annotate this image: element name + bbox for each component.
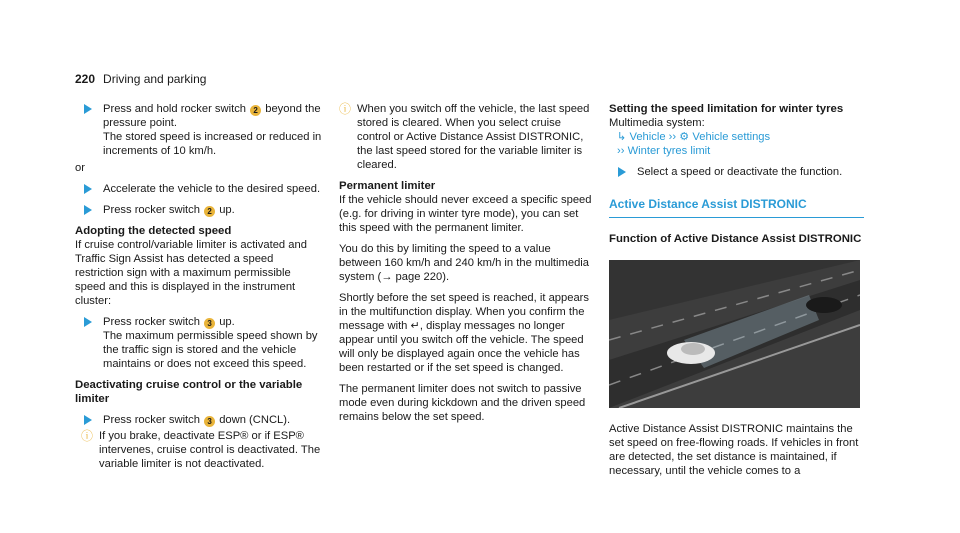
info-note: ⓘ When you switch off the vehicle, the last speed stored is cleared. When you select cruise control or Active Distance Assist DISTRONIC, the last speed stored for the variable limiter is cleared. (339, 102, 590, 171)
step-arrow-icon (84, 415, 92, 425)
column-1 (75, 102, 323, 471)
switch-number-badge: 3 (204, 416, 215, 427)
step-arrow-icon (618, 167, 626, 177)
menu-vehicle: Vehicle (629, 131, 666, 143)
section-title: Active Distance Assist DISTRONIC (609, 197, 864, 218)
heading-deactivating: Deactivating cruise control or the variable limiter (75, 379, 303, 405)
distronic-illustration (609, 260, 860, 408)
step-arrow-icon (84, 104, 92, 114)
column-3: Setting the speed limitation for winter tyres Multimedia system: ↳ Vehicle ›› ⚙ Vehicle settings ›› Winter tyres limit Select a speed or deactivate the function. Active Distance Assist DISTRONIC Function of Active Distance Assist DISTRONIC Active Distance Assist DISTRONIC maintains the set speed on free-flowing roads. If vehicles in front are detected, the set distance is maintained, if necessary, until the vehicle comes to a (609, 102, 864, 478)
chapter-title: Driving and parking (103, 72, 207, 86)
column-2: ⓘ When you switch off the vehicle, the last speed stored is cleared. When you select cruise control or Active Distance Assist DISTRONIC, the last speed stored for the variable limiter is cleared. Permanent limiter If the vehicle should never exceed a specific speed (e.g. for driving in winter tyre mode), you can set this speed with the permanent limiter. You do this by limiting the speed to a value between 160 km/h and 240 km/h in the multimedia system (→ page 220). Shortly before the set speed is reached, it appears in the multifunction display. When you confirm the message with ↵, display messages no longer appear until you switch off the vehicle. The speed will only be displayed again once the vehicle has been restarted or if the set speed is changed. The permanent limiter does not switch to passive mode even during kickdown and the driven speed remains below the set speed. (339, 102, 595, 424)
menu-path-2 (609, 144, 864, 158)
adopt-text: If cruise control/variable limiter is activated and Traffic Sign Assist has detected a speed restriction sign with a maximum permissible speed and this is displayed in the instrument cluster: (75, 239, 307, 307)
step-arrow-icon (84, 317, 92, 327)
step-press-down: Press rocker switch 3 down (CNCL). (75, 413, 323, 427)
info-icon: ⓘ (81, 429, 94, 443)
switch-number-badge: 2 (250, 105, 261, 116)
step-press-up: Press rocker switch 2 up. (75, 203, 323, 217)
car-settings-icon: ⚙ (679, 131, 690, 143)
page-number: 220 (75, 72, 96, 86)
info-note: ⓘ If you brake, deactivate ESP® or if ESP® intervenes, cruise control is deactivated. The variable limiter is not deactivated. (81, 429, 321, 470)
heading-function: Function of Active Distance Assist DISTRONIC (609, 233, 862, 245)
step-press-hold: Press and hold rocker switch 2 beyond the pressure point. The stored speed is increased or reduced in increments of 10 km/h. (75, 102, 323, 158)
step-press-up-3: Press rocker switch 3 up. The maximum permissible speed shown by the traffic sign is stored and the vehicle maintains or does not exceed this speed. (75, 315, 323, 371)
double-chevron-icon: ›› (617, 145, 625, 157)
step-select-speed: Select a speed or deactivate the function. (609, 165, 864, 179)
step-arrow-icon (84, 184, 92, 194)
menu-vehicle-settings: Vehicle settings (692, 131, 771, 143)
page-header (75, 72, 206, 86)
switch-number-badge: 2 (204, 206, 215, 217)
step-accelerate: Accelerate the vehicle to the desired speed. (75, 182, 323, 196)
double-chevron-icon: ›› (668, 131, 677, 143)
switch-number-badge: 3 (204, 318, 215, 329)
info-icon: ⓘ (339, 102, 352, 116)
enter-arrow-icon: ↳ (617, 131, 627, 143)
heading-winter-tyres: Setting the speed limitation for winter tyres (609, 103, 844, 115)
step-arrow-icon (84, 205, 92, 215)
distronic-description: Active Distance Assist DISTRONIC maintains the set speed on free-flowing roads. If vehicles in front are detected, the set distance is maintained, if necessary, until the vehicle comes to a (609, 423, 859, 477)
or-text: or (75, 162, 85, 174)
heading-adopting: Adopting the detected speed (75, 225, 232, 237)
heading-permanent-limiter: Permanent limiter (339, 180, 436, 192)
menu-winter-tyres: Winter tyres limit (627, 145, 711, 157)
menu-path (609, 130, 864, 144)
